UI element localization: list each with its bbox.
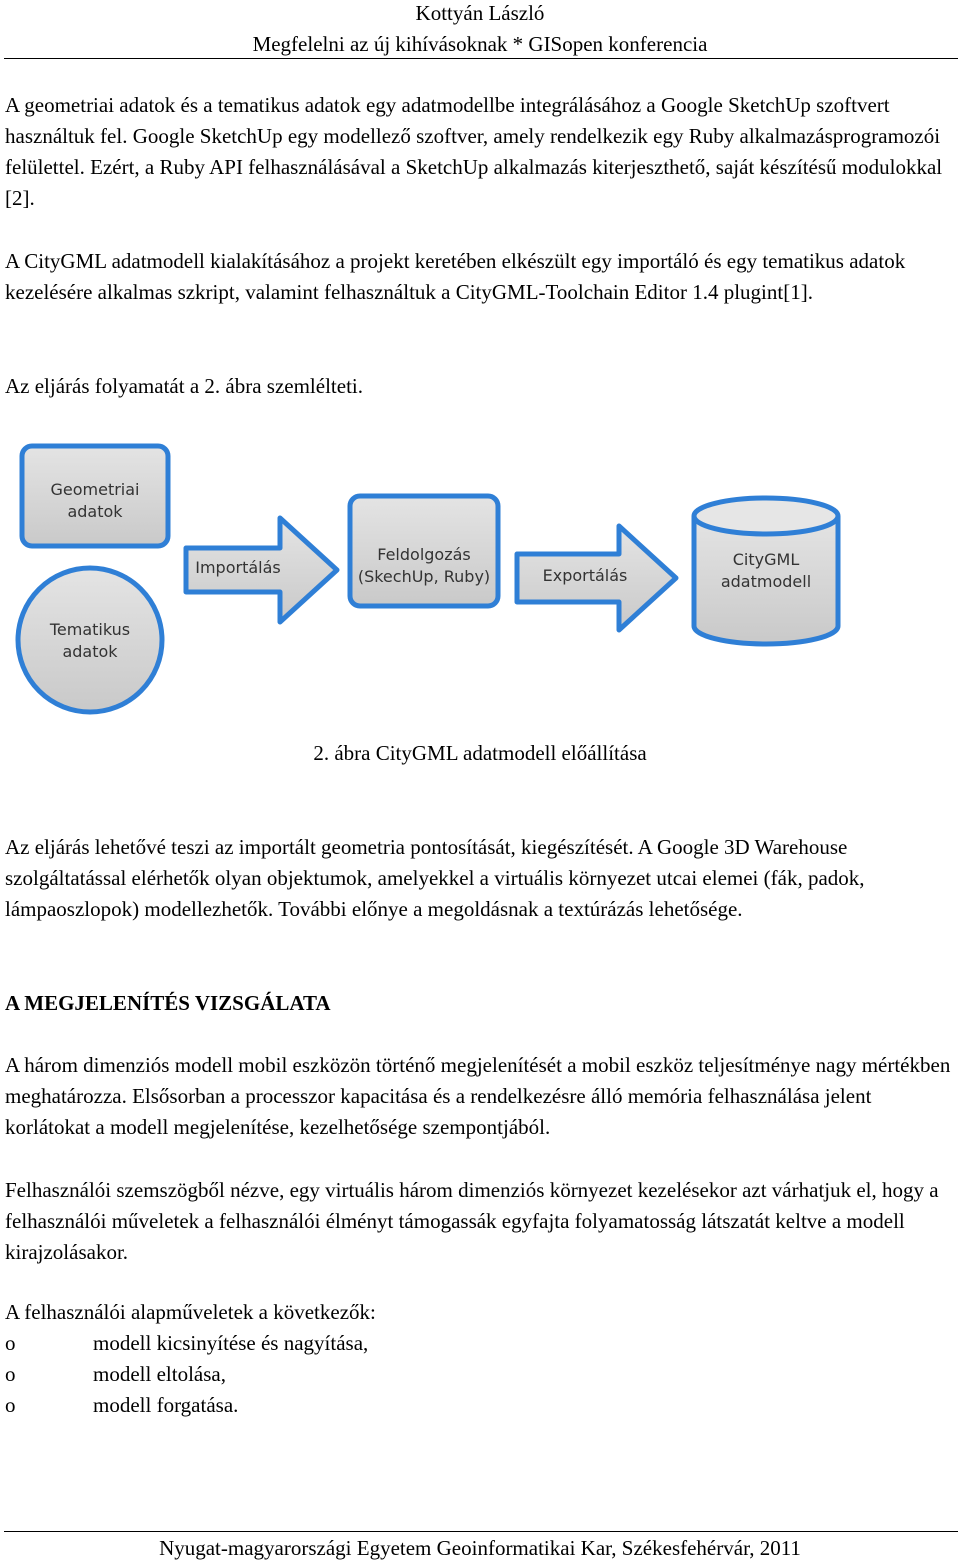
paragraph-figure-ref: Az eljárás folyamatát a 2. ábra szemlélteti. — [5, 374, 363, 398]
arrow-import-label: Importálás — [195, 558, 281, 577]
box-geometry-data — [22, 446, 168, 546]
list-item — [5, 1390, 368, 1421]
header-rule — [4, 58, 958, 59]
paragraph-citygml: A CityGML adatmodell kialakításához a projekt keretében elkészült egy importáló és egy tematikus adatok kezelésére alkalmas szkript, valamint felhasználtuk a CityGML-Toolchain Editor 1.4 plugint[1]. — [5, 249, 906, 304]
paragraph-display-capacity: A három dimenziós modell mobil eszközön történő megjelenítését a mobil eszköz teljesítménye nagy mértékben meghatározza. Elsősorban a processzor kapacitása és a rendelkezésre álló memória felhasználása jelent korlátokat a modell megjelenítése, kezelhetősége szempontjából. — [5, 1053, 951, 1139]
arrow-export-label: Exportálás — [542, 566, 628, 585]
list-item — [5, 1359, 368, 1390]
paragraph-process-benefits: Az eljárás lehetővé teszi az importált geometria pontosítását, kiegészítését. A Google 3D Warehouse szolgáltatással elérhetők olyan objektumok, amelyekkel a virtuális környezet utcai elemei (fák, padok, lámpaoszlopok) modellezhetők. További előnye a megoldásnak a textúrázás lehetősége. — [5, 835, 865, 921]
section-heading: A MEGJELENÍTÉS VIZSGÁLATA — [5, 991, 331, 1015]
cylinder-citygml-label-2: adatmodell — [720, 572, 812, 591]
bullet-marker: o — [5, 1362, 16, 1386]
circle-thematic-label-2: adatok — [62, 642, 118, 661]
arrow-import — [186, 518, 337, 622]
operations-list — [5, 1328, 368, 1421]
list-item-text: modell eltolása, — [93, 1362, 226, 1386]
paragraph-sketchup: A geometriai adatok és a tematikus adatok egy adatmodellbe integrálásához a Google SketchUp szoftvert használtuk fel. Google SketchUp egy modellező szoftver, amely rendelkezik egy Ruby alkalmazásprogramozói felülettel. Ezért, a Ruby API felhasználásával a SketchUp alkalmazás kiterjeszthető, saját készítésű modulokkal [2]. — [5, 93, 943, 210]
bullet-marker: o — [5, 1393, 16, 1417]
paragraph-user-experience: Felhasználói szemszögből nézve, egy virtuális három dimenziós környezet kezelésekor azt várhatjuk el, hogy a felhasználói műveletek a felhasználói élményt támogassák egyfajta folyamatosság látszatát keltve a modell kirajzolásakor. — [5, 1178, 939, 1264]
figure-caption: 2. ábra CityGML adatmodell előállítása — [313, 741, 647, 765]
box-processing-label-2: (SkechUp, Ruby) — [357, 567, 491, 586]
paragraph-basic-operations: A felhasználói alapműveletek a következők: — [5, 1300, 376, 1324]
box-geometry-label-1: Geometriai — [50, 480, 140, 499]
bullet-marker: o — [5, 1331, 16, 1355]
header-author: Kottyán László — [415, 1, 545, 25]
arrow-export — [517, 526, 676, 630]
footer-affiliation: Nyugat-magyarországi Egyetem Geoinformatikai Kar, Székesfehérvár, 2011 — [159, 1536, 801, 1560]
header-conference: Megfelelni az új kihívásoknak * GISopen konferencia — [252, 32, 708, 56]
process-diagram — [0, 430, 960, 730]
circle-thematic-data — [18, 568, 162, 712]
box-processing-label-1: Feldolgozás — [377, 545, 471, 564]
cylinder-citygml — [694, 498, 838, 644]
box-geometry-label-2: adatok — [67, 502, 123, 521]
box-processing — [350, 496, 498, 606]
cylinder-citygml-label-1: CityGML — [732, 550, 800, 569]
list-item-text: modell forgatása. — [93, 1393, 239, 1417]
footer-rule — [4, 1531, 958, 1532]
list-item — [5, 1328, 368, 1359]
circle-thematic-label-1: Tematikus — [49, 620, 131, 639]
list-item-text: modell kicsinyítése és nagyítása, — [93, 1331, 369, 1355]
